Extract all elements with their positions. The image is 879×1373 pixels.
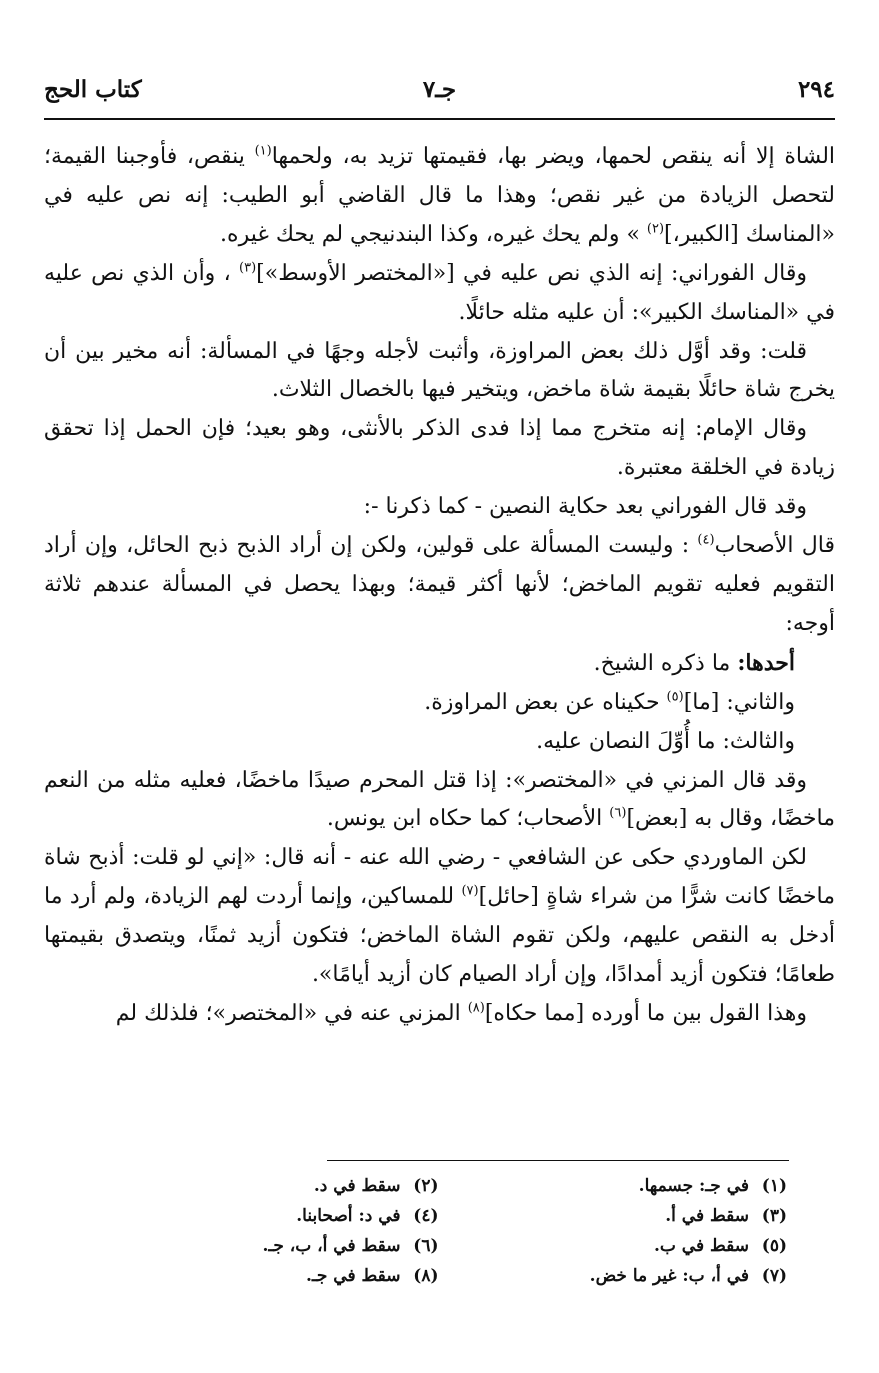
footnote-2: (٢) سقط في د. <box>313 1176 439 1196</box>
footnote-5: (٥) سقط في ب. <box>653 1236 787 1256</box>
footnote-ref-3: (٣) <box>239 260 257 276</box>
paragraph-2: وقال الفوراني: إنه الذي نص عليه في [«المختصر الأوسط»]$^{(٣)}$ ، وأن الذي نص عليه في «المناسك الكبير»: أن عليه مثله حائلًا. <box>44 260 835 325</box>
paragraph-5: وقد قال الفوراني بعد حكاية النصين - كما ذكرنا -: <box>363 494 807 520</box>
paragraph-6: قال الأصحاب$^{(٤)}$ : وليست المسألة على قولين، ولكن إن أراد الذبح ذبح الحائل، وإن أراد التقويم فعليه تقويم الماخض؛ لأنها أكثر قيمة؛ وبهذا يحصل في المسألة عندهم ثلاثة أوجه: <box>44 532 835 636</box>
list-item-3: والثالث: ما أُوِّلَ النصان عليه. <box>536 728 795 754</box>
footnote-ref-8: (٨) <box>467 1000 485 1016</box>
footnote-rule <box>327 1160 789 1161</box>
footnote-7: (٧) في أ، ب: غير ما خض. <box>589 1266 787 1286</box>
header-rule <box>44 118 835 120</box>
footnote-3: (٣) سقط في أ. <box>665 1206 787 1226</box>
list-item-2: والثاني: [ما]$^{(٥)}$ حكيناه عن بعض المراوزة. <box>424 689 795 715</box>
paragraph-3: قلت: وقد أوَّل ذلك بعض المراوزة، وأثبت لأجله وجهًا في المسألة: أنه مخير بين أن يخرج شاة حائلًا بقيمة شاة ماخض، ويتخير فيها بالخصال الثلاث. <box>44 338 835 403</box>
footnote-ref-1: (١) <box>254 143 272 159</box>
footnote-8: (٨) سقط في جـ. <box>305 1266 439 1286</box>
footnotes <box>150 1172 787 1290</box>
footnote-4: (٤) في د: أصحابنا. <box>296 1206 439 1226</box>
volume-label: جـ٧ <box>422 76 457 103</box>
running-header <box>44 76 835 110</box>
list-item-1: أحدها: ما ذكره الشيخ. <box>593 649 795 676</box>
paragraph-7: وقد قال المزني في «المختصر»: إذا قتل المحرم صيدًا ماخضًا، فعليه مثله من النعم ماخضًا، وقال به [بعض]$^{(٦)}$ الأصحاب؛ كما حكاه ابن يونس. <box>44 767 835 832</box>
paragraph-9: وهذا القول بين ما أورده [مما حكاه]$^{(٨)}$ المزني عنه في «المختصر»؛ فلذلك لم <box>115 1000 807 1026</box>
footnote-ref-4: (٤) <box>697 532 715 548</box>
paragraph-1: الشاة إلا أنه ينقص لحمها، ويضر بها، فقيمتها تزيد به، ولحمها$^{(١)}$ ينقص، فأوجبنا القيمة؛ لتحصل الزيادة من غير نقص؛ وهذا ما قال القاضي أبو الطيب: إنه نص عليه في «المناسك [الكبير،]$^{(٢)}$ » ولم يحك غيره، وكذا البندنيجي لم يحك غيره. <box>44 143 836 247</box>
footnote-ref-7: (٧) <box>461 883 479 899</box>
paragraph-8: لكن الماوردي حكى عن الشافعي - رضي الله عنه - أنه قال: «إني لو قلت: أذبح شاة ماخضًا كانت شرًّا من شراء شاةٍ [حائل]$^{(٧)}$ للمساكين، وإنما أردت لهم الزيادة، ولم أرد ما أدخل به النقص عليهم، ولكن تقوم الشاة الماخض؛ فتكون أزيد ثمنًا، ويتصدق بقيمتها طعامًا؛ فتكون أزيد أمدادًا، وإن أراد الصيام كان أزيد أيامًا». <box>44 845 835 988</box>
footnote-ref-5: (٥) <box>666 689 684 705</box>
list-item-1-label: أحدها: <box>737 649 795 676</box>
footnote-6: (٦) سقط في أ، ب، جـ. <box>262 1236 439 1256</box>
footnote-ref-2: (٢) <box>646 221 665 237</box>
footnote-1: (١) في جـ: جسمها. <box>638 1176 787 1196</box>
book-title: كتاب الحج <box>44 76 142 103</box>
page-number: ٢٩٤ <box>797 76 835 103</box>
footnote-ref-6: (٦) <box>609 806 627 822</box>
main-text <box>44 138 835 1034</box>
paragraph-4: وقال الإمام: إنه متخرج مما إذا فدى الذكر بالأنثى، وهو بعيد؛ فإن الحمل إذا تحقق زيادة في الخلقة معتبرة. <box>44 416 835 481</box>
